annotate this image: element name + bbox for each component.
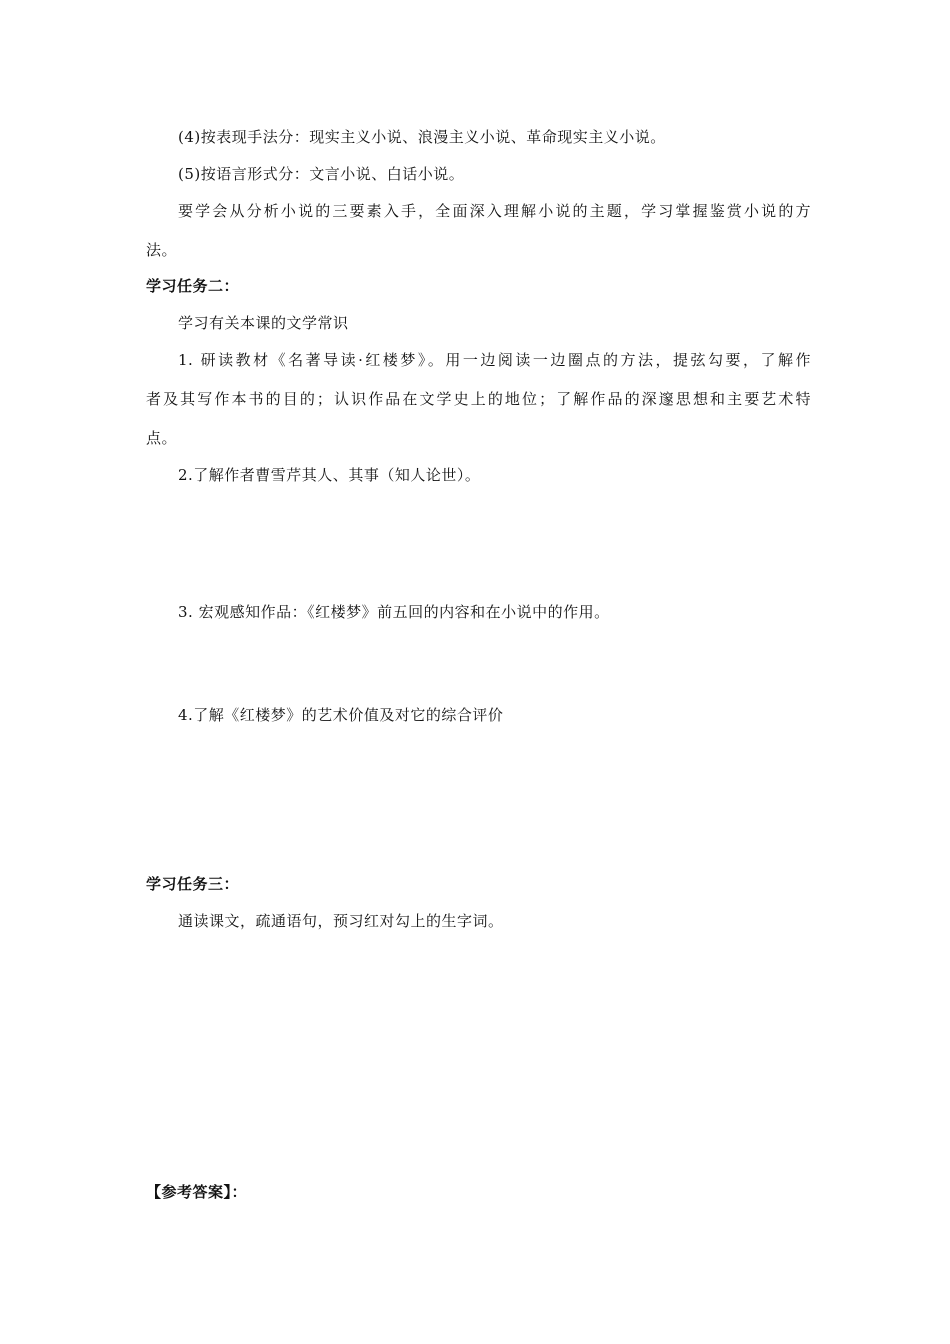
item-1-line-1: 1. 研读教材《名著导读·红楼梦》。用一边阅读一边圈点的方法，提弦勾要，了解作 [178, 351, 811, 369]
task-3-text: 通读课文，疏通语句，预习红对勾上的生字词。 [178, 912, 504, 930]
task-3-heading: 学习任务三： [146, 875, 240, 893]
paragraph-study-method-line-2: 法。 [146, 241, 178, 259]
item-4: 4.了解《红楼梦》的艺术价值及对它的综合评价 [178, 706, 504, 724]
reference-answer-heading: 【参考答案】： [146, 1183, 248, 1201]
paragraph-study-method-line-1: 要学会从分析小说的三要素入手，全面深入理解小说的主题，学习掌握鉴赏小说的方 [178, 202, 811, 220]
item-1-line-3: 点。 [146, 429, 178, 447]
item-2: 2.了解作者曹雪芹其人、其事（知人论世）。 [178, 466, 481, 484]
task-2-intro: 学习有关本课的文学常识 [178, 314, 349, 332]
task-2-heading: 学习任务二： [146, 277, 240, 295]
paragraph-classification-by-language: (5)按语言形式分：文言小说、白话小说。 [178, 165, 465, 183]
paragraph-classification-by-technique: (4)按表现手法分：现实主义小说、浪漫主义小说、革命现实主义小说。 [178, 128, 666, 146]
item-1-line-2: 者及其写作本书的目的；认识作品在文学史上的地位；了解作品的深邃思想和主要艺术特 [146, 390, 811, 408]
item-3: 3. 宏观感知作品：《红楼梦》前五回的内容和在小说中的作用。 [178, 603, 610, 621]
